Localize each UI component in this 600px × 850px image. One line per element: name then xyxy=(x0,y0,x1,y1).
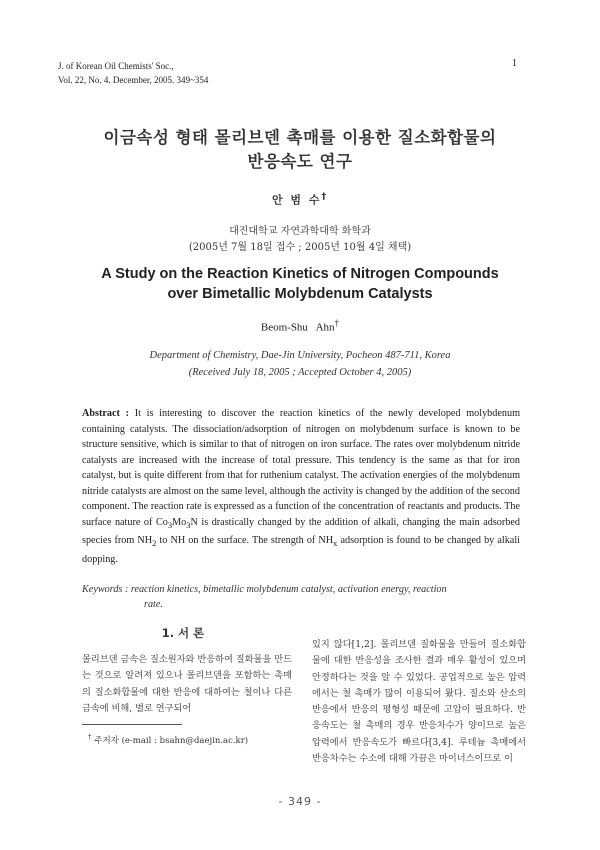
english-affiliation: Department of Chemistry, Dae-Jin University, Pocheon 487-711, Korea xyxy=(149,350,451,361)
abstract-text-3: to NH on the surface. The strength of xyxy=(156,535,319,547)
abstract-text-1: It is interesting to discover the reaction kinetics of the newly developed molybdenum containing catalysts. The dissociation/adsorption of nitrogen on molybdenum surface is known to be structure sensitive, which is similar to that of nitrogen on iron surface. The rates over molybdenum nitride catalysts are increased with the increase of total pressure. This tendency is the same as that for iron catalyst, but is quite different from that for ruthenium catalyst. The activation energies of the molybdenum nitride catalysts are almost on the same level, although the activity is changed by the addition of the second component. The reaction rate is expressed as a function of the concentration of reactants and products. The surface nature of xyxy=(82,408,520,528)
korean-affiliation: 대진대학교 자연과학대학 화학과 xyxy=(229,226,371,237)
footnote-text: 주저자 (e-mail : bsahn@daejin.ac.kr) xyxy=(91,735,249,746)
abstract-text-4: adsorption is found to be changed by alkali dopping. xyxy=(82,535,520,565)
footnote xyxy=(88,732,248,746)
formula-nh2-sub: 2 xyxy=(152,538,157,549)
korean-author-mark: † xyxy=(321,191,329,202)
korean-author xyxy=(0,191,600,208)
keywords xyxy=(82,582,520,612)
journal-name: J. of Korean Oil Chemists' Soc., xyxy=(58,61,174,71)
formula-nhx: NH xyxy=(318,535,334,547)
korean-dates: (2005년 7월 18일 접수 ; 2005년 10월 4일 채택) xyxy=(188,242,412,253)
korean-author-name: 안 범 수 xyxy=(271,193,322,207)
footnote-rule xyxy=(82,724,182,725)
korean-title-line2: 반응속도 연구 xyxy=(247,152,353,171)
formula-n: N xyxy=(190,516,198,528)
abstract xyxy=(82,406,520,567)
english-author-name: Beom-Shu Ahn xyxy=(260,321,335,334)
footnote-mark: † xyxy=(88,732,92,741)
formula-nhx-sub: x xyxy=(333,538,338,549)
english-author-mark: † xyxy=(334,318,340,328)
formula-co-sub: 3 xyxy=(167,519,173,530)
keywords-line1: reaction kinetics, bimetallic molybdenum catalyst, activation energy, reaction xyxy=(128,584,447,595)
english-title-line1: A Study on the Reaction Kinetics of Nitrogen Compounds xyxy=(101,266,499,282)
keywords-label: Keywords : xyxy=(82,584,129,595)
formula-mo-sub: 3 xyxy=(186,519,191,530)
page-mark: 1 xyxy=(512,58,517,69)
formula-mo: Mo xyxy=(172,516,187,528)
page-number: - 349 - xyxy=(278,795,322,808)
formula-co: Co xyxy=(155,516,168,528)
running-header xyxy=(58,59,208,87)
abstract-text-2: is drastically changed by the addition of alkali, changing the main adsorbed species from xyxy=(82,516,520,547)
korean-title-line1: 이금속성 형태 몰리브덴 촉매를 이용한 질소화합물의 xyxy=(103,128,497,147)
abstract-label: Abstract : xyxy=(82,408,130,419)
body-right-column: 있지 않다[1,2]. 몰리브덴 질화물을 만들어 질소화합물에 대한 반응성을 조사한 결과 매우 활성이 있으며 안정하다는 것을 알 수 있었다. 공업적으로 높은 압력에서는 철 촉매가 많이 이용되어 왔다. 질소와 산소의 반응에서 반응의 평형성 때문에 고압이 필요하다. 반응속도는 철 촉매의 경우 반응차수가 양이므로 높은 압력에서 반응속도가 빠르다[3,4]. 루테늄 촉매에서 반응차수는 수소에 대해 가끔은 마이너스이므로 이 xyxy=(312,639,526,765)
english-title-line2: over Bimetallic Molybdenum Catalysts xyxy=(167,286,433,302)
section-heading: 1. 서 론 xyxy=(161,626,205,640)
english-author xyxy=(0,318,600,334)
english-dates: (Received July 18, 2005 ; Accepted October 4, 2005) xyxy=(188,367,412,378)
formula-nh2: NH xyxy=(137,535,153,547)
keywords-line2: rate. xyxy=(144,599,163,610)
journal-volume: Vol. 22, No. 4. December, 2005. 349~354 xyxy=(58,75,209,85)
body-left-column: 몰리브덴 금속은 질소원자와 반응하여 질화물을 만드는 것으로 알려져 있으나 몰리브덴을 포함하는 촉매의 질소화합물에 대한 반응에 대하여는 철이나 다른 금속에 비해, 별로 연구되어 xyxy=(82,654,292,714)
